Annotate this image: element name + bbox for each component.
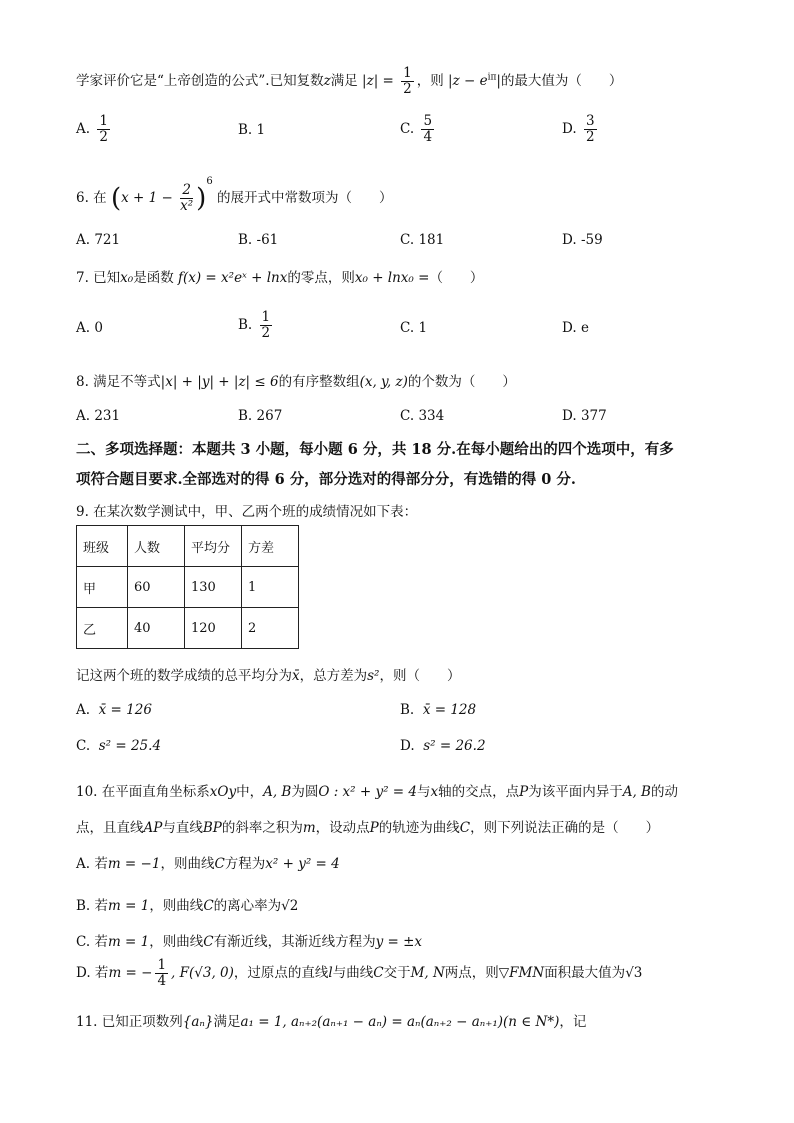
q6-expression: x + 1 − — [121, 190, 173, 206]
q9-followup-a: 记这两个班的数学成绩的总平均分为 — [76, 668, 292, 684]
q5-option-a[interactable]: A. $\frac{1}{2}$ — [76, 113, 108, 145]
table-cell: 甲 — [77, 567, 128, 608]
q8-option-d[interactable]: D. 377 — [562, 408, 607, 424]
q9-stem: 9. 在某次数学测试中，甲、乙两个班的成绩情况如下表： — [76, 504, 418, 520]
table-row — [77, 608, 299, 649]
table-cell: 120 — [185, 608, 242, 649]
q5-expression-end: | — [496, 72, 501, 89]
q9-s2: s² — [367, 668, 380, 684]
q7-suffix-a: 的零点，则 — [287, 270, 355, 286]
table-cell: 1 — [242, 567, 299, 608]
table-cell: 130 — [185, 567, 242, 608]
q9-followup-c: ，则（ ） — [379, 668, 461, 684]
q5-stem-text-c: ，则 — [416, 72, 444, 89]
q6-suffix: 的展开式中常数项为（ ） — [216, 190, 393, 206]
table-cell: 乙 — [77, 608, 128, 649]
q8-suffix: 的个数为（ ） — [407, 374, 516, 390]
q8-mid: 的有序整数组 — [278, 374, 360, 390]
q7-option-c[interactable]: C. 1 — [400, 320, 428, 336]
q6-fraction: $\frac{2}{\text{x²}}$ — [180, 182, 194, 214]
q8-tuple: (x, y, z) — [359, 374, 408, 390]
q5-var-z: z — [323, 72, 331, 89]
q6-option-b[interactable]: B. -61 — [238, 232, 279, 248]
q8-prefix: 8. 满足不等式 — [76, 374, 161, 390]
q6-option-c[interactable]: C. 181 — [400, 232, 445, 248]
q5-option-c[interactable]: C. $\frac{5}{4}$ — [400, 113, 433, 145]
q9-score-table — [76, 525, 299, 649]
q8-option-b[interactable]: B. 267 — [238, 408, 283, 424]
table-row — [77, 567, 299, 608]
q5-half-fraction: $\frac{1}{2}$ — [403, 65, 412, 97]
q7-option-d[interactable]: D. e — [562, 320, 589, 336]
q7-option-a[interactable]: A. 0 — [76, 320, 103, 336]
q9-option-c[interactable]: C. s² = 25.4 — [76, 738, 162, 754]
table-cell: 2 — [242, 608, 299, 649]
table-cell: 40 — [128, 608, 185, 649]
q5-option-a-fraction: $\frac{1}{2}$ — [99, 113, 108, 145]
q5-stem-text-a: 学家评价它是“上帝创造的公式”.已知复数 — [76, 72, 324, 89]
q5-stem-text-b: 满足 — [330, 72, 358, 89]
q8-stem — [76, 370, 516, 390]
q6-option-a[interactable]: A. 721 — [76, 232, 121, 248]
q7-stem — [76, 266, 483, 286]
q10-option-d-fraction: $\frac{1}{4}$ — [157, 957, 167, 989]
q7-suffix-b: （ ） — [429, 270, 484, 286]
q7-mid: 是函数 — [133, 270, 174, 286]
q10-option-d[interactable]: D. 若m = − $\frac{1}{4}$ , F(√3, 0)，过原点的直线l与曲线C交于M, N两点，则▽FMN面积最大值为√3 — [76, 957, 643, 989]
table-header-cell: 班级 — [77, 526, 128, 567]
q9-xbar: x̄ — [292, 668, 300, 684]
q6-stem: 6. 在 (x + 1 − $\frac{2}{\text{x²}}$ )$^6$ 的展开式中常数项为（ ） — [76, 176, 393, 214]
q10-stem-line2: 点，且直线AP与直线BP的斜率之积为m，设动点P的轨迹为曲线C，则下列说法正确的是（ ） — [76, 820, 660, 836]
q7-prefix: 7. 已知 — [76, 270, 121, 286]
q7-function: f(x) = x²eˣ + lnx — [178, 270, 288, 286]
q5-abs-z: |z| = — [362, 72, 394, 89]
q9-option-d[interactable]: D. s² = 26.2 — [400, 738, 486, 754]
table-header-cell: 人数 — [128, 526, 185, 567]
q8-option-c[interactable]: C. 334 — [400, 408, 445, 424]
q5-stem-text-d: 的最大值为（ ） — [500, 72, 623, 89]
q9-followup-b: ，总方差为 — [299, 668, 368, 684]
q10-option-a[interactable]: A. 若m = −1，则曲线C方程为x² + y² = 4 — [76, 856, 340, 872]
table-header-cell: 平均分 — [185, 526, 242, 567]
q5-stem — [76, 66, 622, 97]
q10-option-c[interactable]: C. 若m = 1，则曲线C有渐近线，其渐近线方程为y = ±x — [76, 934, 423, 950]
q5-option-b[interactable]: B. 1 — [238, 122, 266, 138]
table-header-row — [77, 526, 299, 567]
q5-option-d[interactable]: D. $\frac{3}{2}$ — [562, 113, 595, 145]
q6-prefix: 6. 在 — [76, 190, 107, 206]
section2-heading-line1: 二、多项选择题：本题共 3 小题，每小题 6 分，共 18 分.在每小题给出的四个选项中，有多 — [76, 441, 674, 458]
table-cell: 60 — [128, 567, 185, 608]
q7-option-b-fraction: $\frac{1}{2}$ — [261, 309, 271, 341]
table-header-cell: 方差 — [242, 526, 299, 567]
q9-option-b[interactable]: B. x̄ = 128 — [400, 702, 477, 718]
q9-option-a[interactable]: A. x̄ = 126 — [76, 702, 152, 718]
q5-option-c-fraction: $\frac{5}{4}$ — [423, 113, 433, 145]
q10-stem-line1: 10. 在平面直角坐标系xOy中，A, B为圆O : x² + y² = 4与x轴的交点，点P为该平面内异于A, B的动 — [76, 784, 678, 800]
q5-expression: |z − e — [448, 72, 488, 89]
q7-option-b[interactable]: B. $\frac{1}{2}$ — [238, 309, 271, 341]
section2-heading-line2: 项符合题目要求.全部选对的得 6 分，部分选对的得部分分，有选错的得 0 分. — [76, 471, 576, 488]
q7-expression: x₀ + lnx₀ = — [354, 270, 430, 286]
q10-option-b[interactable]: B. 若m = 1，则曲线C的离心率为√2 — [76, 898, 299, 914]
q8-option-a[interactable]: A. 231 — [76, 408, 121, 424]
q5-option-d-fraction: $\frac{3}{2}$ — [585, 113, 595, 145]
q6-power: 6 — [206, 176, 213, 187]
q5-expression-exponent: iπ — [487, 72, 497, 83]
q6-option-d[interactable]: D. -59 — [562, 232, 603, 248]
q11-stem: 11. 已知正项数列{aₙ}满足a₁ = 1, aₙ₊₂(aₙ₊₁ − aₙ) = aₙ(aₙ₊₂ − aₙ₊₁)(n ∈ N*)，记 — [76, 1014, 587, 1030]
q9-followup — [76, 664, 460, 684]
q8-inequality: |x| + |y| + |z| ≤ 6 — [160, 374, 279, 390]
q7-x0: x₀ — [120, 270, 134, 286]
